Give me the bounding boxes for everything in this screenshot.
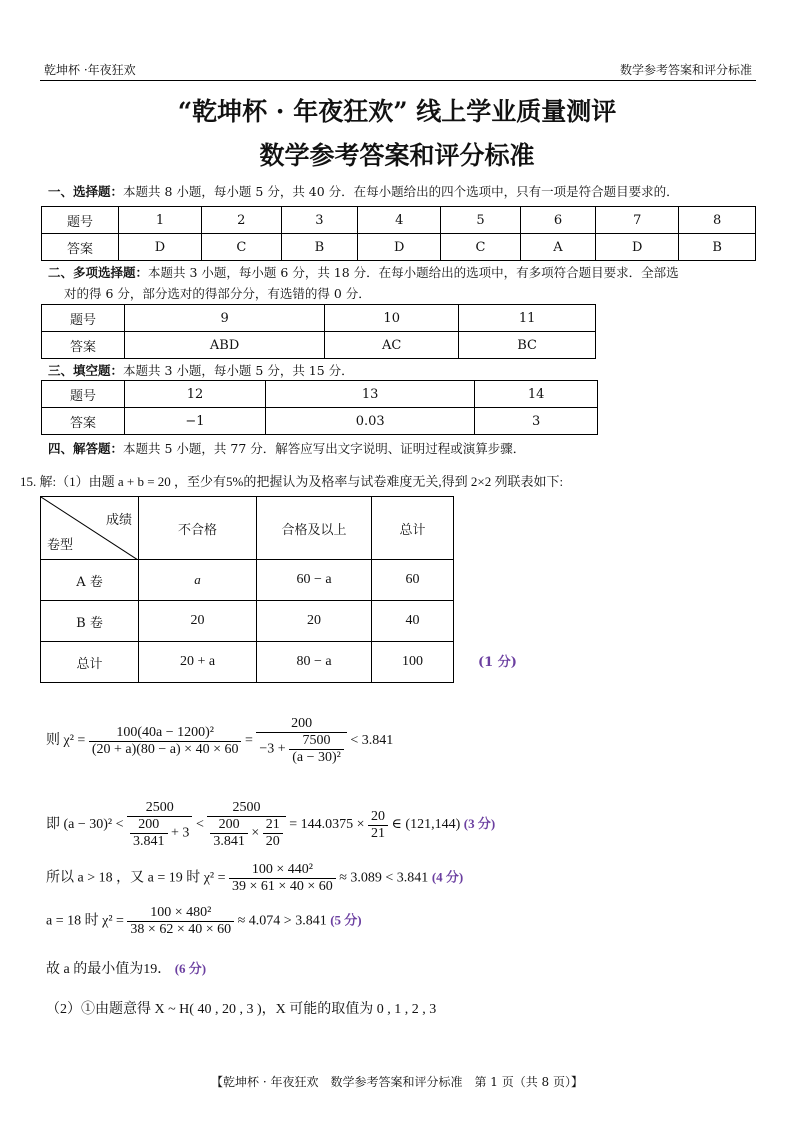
corner-bottom-label: 卷型 [47, 538, 74, 553]
question-number: 3 [281, 207, 358, 234]
ineq-f1-inner [130, 817, 168, 850]
ineq-tail: ∈ (121,144) [391, 817, 461, 833]
contingency-table [40, 496, 454, 683]
ineq-f1-inner-den: 3.841 [133, 834, 165, 849]
question-number: 10 [325, 305, 459, 332]
a18-line [46, 905, 362, 938]
question-number: 4 [358, 207, 441, 234]
ineq-f2-b-num: 21 [263, 817, 283, 834]
answer-cell: D [596, 234, 679, 261]
question-number: 8 [679, 207, 756, 234]
score-mark-3: (3 分) [463, 816, 496, 832]
question-number: 9 [125, 305, 325, 332]
chi-fraction-2 [256, 716, 346, 766]
a18-fraction [127, 905, 234, 938]
ineq-f1-den [127, 817, 192, 850]
conclusion-text: 故 a 的最小值为19． [46, 962, 172, 977]
part-2-line: （2）①由题意得 X ~ H( 40 , 20 , 3 )，X 可能的取值为 0 , 1 , 2 , 3 [46, 1002, 437, 1017]
page-title: “乾坤杯 · 年夜狂欢” 线上学业质量测评 [177, 97, 617, 126]
row-label: 答案 [42, 408, 125, 435]
conclusion-line [46, 958, 206, 978]
answer-cell: A [520, 234, 595, 261]
ineq-fraction-2 [207, 800, 285, 850]
answer-cell: −1 [125, 408, 266, 435]
multiple-choice-table [41, 206, 756, 261]
q15-intro: 15. 解:（1）由题 a + b = 20 ，至少有5%的把握认为及格率与试卷难度无关,得到 2×2 列联表如下: [20, 474, 564, 489]
fill-in-table [41, 380, 598, 435]
table-cell: 100 [372, 642, 454, 683]
ineq-f3-den: 21 [371, 825, 386, 841]
section-4-instructions [48, 439, 525, 457]
ineq-lt: < [195, 817, 204, 833]
answer-cell: B [281, 234, 358, 261]
column-header: 不合格 [139, 497, 257, 560]
answer-cell: D [119, 234, 202, 261]
ineq-fraction-3 [368, 809, 388, 842]
question-number: 6 [520, 207, 595, 234]
a19-fraction [229, 862, 336, 895]
a19-prefix: 所以 a > 18 ，又 a = 19 时 χ² = [46, 870, 226, 886]
page-subtitle: 数学参考答案和评分标准 [259, 141, 535, 170]
ineq-fraction-1 [127, 800, 192, 850]
section-3-instructions [48, 361, 354, 379]
score-mark-5: (5 分) [330, 912, 362, 928]
chi2-inner-fraction [289, 733, 344, 766]
question-number: 11 [459, 305, 596, 332]
section-2-instructions [48, 263, 679, 281]
row-label: 题号 [42, 207, 119, 234]
inequality-formula [46, 800, 495, 850]
table-cell: 80 − a [257, 642, 372, 683]
score-mark-4: (4 分) [431, 869, 464, 885]
chi-tail: < 3.841 [350, 733, 394, 749]
chi2-den-prefix: −3 + [259, 741, 286, 757]
section-2-label: 二、多项选择题： [48, 265, 149, 280]
section-3-label: 三、填空题： [48, 363, 124, 378]
table-cell: 40 [372, 601, 454, 642]
answer-cell: C [441, 234, 521, 261]
ineq-prefix: 即 (a − 30)² < [46, 817, 124, 833]
answer-cell: 3 [475, 408, 598, 435]
question-number: 2 [202, 207, 282, 234]
question-number: 14 [475, 381, 598, 408]
row-header: A 卷 [41, 560, 139, 601]
section-2-text: 本题共 3 小题，每小题 6 分，共 18 分．在每小题给出的选项中，有多项符合题目要求．全部选 [148, 265, 679, 280]
ineq-eq: = 144.0375 × [289, 817, 365, 833]
row-label: 答案 [42, 332, 125, 359]
section-4-text: 本题共 5 小题，共 77 分．解答应写出文字说明、证明过程或演算步骤． [123, 441, 526, 456]
answer-cell: BC [459, 332, 596, 359]
page-footer: 【乾坤杯 · 年夜狂欢 数学参考答案和评分标准 第 1 页（共 8 页）】 [211, 1075, 583, 1089]
column-header: 合格及以上 [257, 497, 372, 560]
chi-equals: = [244, 733, 253, 749]
a18-prefix: a = 18 时 χ² = [46, 913, 124, 929]
a18-tail: ≈ 4.074 > 3.841 [237, 913, 327, 929]
header-rule [40, 80, 756, 81]
ineq-f1-plus: + 3 [171, 825, 190, 841]
section-4-label: 四、解答题： [48, 441, 124, 456]
ineq-f2-inner-b [263, 817, 283, 850]
table-cell: 20 [139, 601, 257, 642]
ineq-f2-num: 2500 [207, 800, 285, 817]
answer-cell: D [358, 234, 441, 261]
question-number: 5 [441, 207, 521, 234]
ineq-f3-num: 20 [368, 809, 388, 826]
chi-square-formula [46, 716, 393, 766]
a19-line [46, 862, 463, 895]
row-label: 题号 [42, 305, 125, 332]
answer-cell: C [202, 234, 282, 261]
question-number: 13 [265, 381, 474, 408]
chi2-inner-num: 7500 [289, 733, 344, 750]
score-mark-1: (1 分) [478, 655, 517, 670]
question-number: 12 [125, 381, 266, 408]
table-cell: 20 + a [139, 642, 257, 683]
a19-num: 100 × 440² [229, 862, 336, 879]
a18-den: 38 × 62 × 40 × 60 [130, 922, 232, 937]
ineq-f1-inner-num: 200 [130, 817, 168, 834]
chi2-inner-den: (a − 30)² [292, 750, 341, 765]
header-right: 数学参考答案和评分标准 [619, 63, 752, 77]
answer-cell: AC [325, 332, 459, 359]
chi-fraction [89, 725, 242, 758]
table-cell: 60 [372, 560, 454, 601]
a18-num: 100 × 480² [127, 905, 234, 922]
answer-cell: B [679, 234, 756, 261]
table-cell: a [139, 560, 257, 601]
row-header: 总计 [41, 642, 139, 683]
chi-denominator: (20 + a)(80 − a) × 40 × 60 [91, 741, 239, 757]
table-cell: 20 [257, 601, 372, 642]
chi-prefix: 则 χ² = [46, 733, 86, 749]
section-1-instructions [48, 182, 679, 200]
corner-top-label: 成绩 [105, 513, 132, 528]
section-3-text: 本题共 3 小题，每小题 5 分，共 15 分． [123, 363, 354, 378]
section-2-text-continued: 对的得 6 分，部分选对的得部分分，有选错的得 0 分． [64, 286, 371, 301]
chi2-numerator: 200 [256, 716, 346, 733]
ineq-f2-times: × [251, 825, 260, 841]
ineq-f2-b-den: 20 [265, 834, 280, 849]
table-corner-cell [41, 497, 139, 560]
section-1-text: 本题共 8 小题，每小题 5 分，共 40 分．在每小题给出的四个选项中，只有一项是符合题目要求的． [123, 184, 679, 199]
column-header: 总计 [372, 497, 454, 560]
ineq-f2-a-num: 200 [210, 817, 248, 834]
section-1-label: 一、选择题： [48, 184, 124, 199]
score-mark-6: (6 分) [174, 961, 207, 976]
question-number: 1 [119, 207, 202, 234]
row-label: 题号 [42, 381, 125, 408]
row-header: B 卷 [41, 601, 139, 642]
ineq-f2-a-den: 3.841 [213, 834, 245, 849]
ineq-f2-den [207, 817, 285, 850]
question-number: 7 [596, 207, 679, 234]
row-label: 答案 [42, 234, 119, 261]
answer-cell: ABD [125, 332, 325, 359]
chi-numerator: 100(40a − 1200)² [89, 725, 242, 742]
a19-tail: ≈ 3.089 < 3.841 [339, 870, 429, 886]
table-cell: 60 − a [257, 560, 372, 601]
answer-cell: 0.03 [265, 408, 474, 435]
multi-select-table [41, 304, 596, 359]
ineq-f1-num: 2500 [127, 800, 192, 817]
chi2-denominator [256, 733, 346, 766]
ineq-f2-inner-a [210, 817, 248, 850]
header-left: 乾坤杯 ·年夜狂欢 [44, 63, 136, 77]
a19-den: 39 × 61 × 40 × 60 [232, 879, 333, 894]
